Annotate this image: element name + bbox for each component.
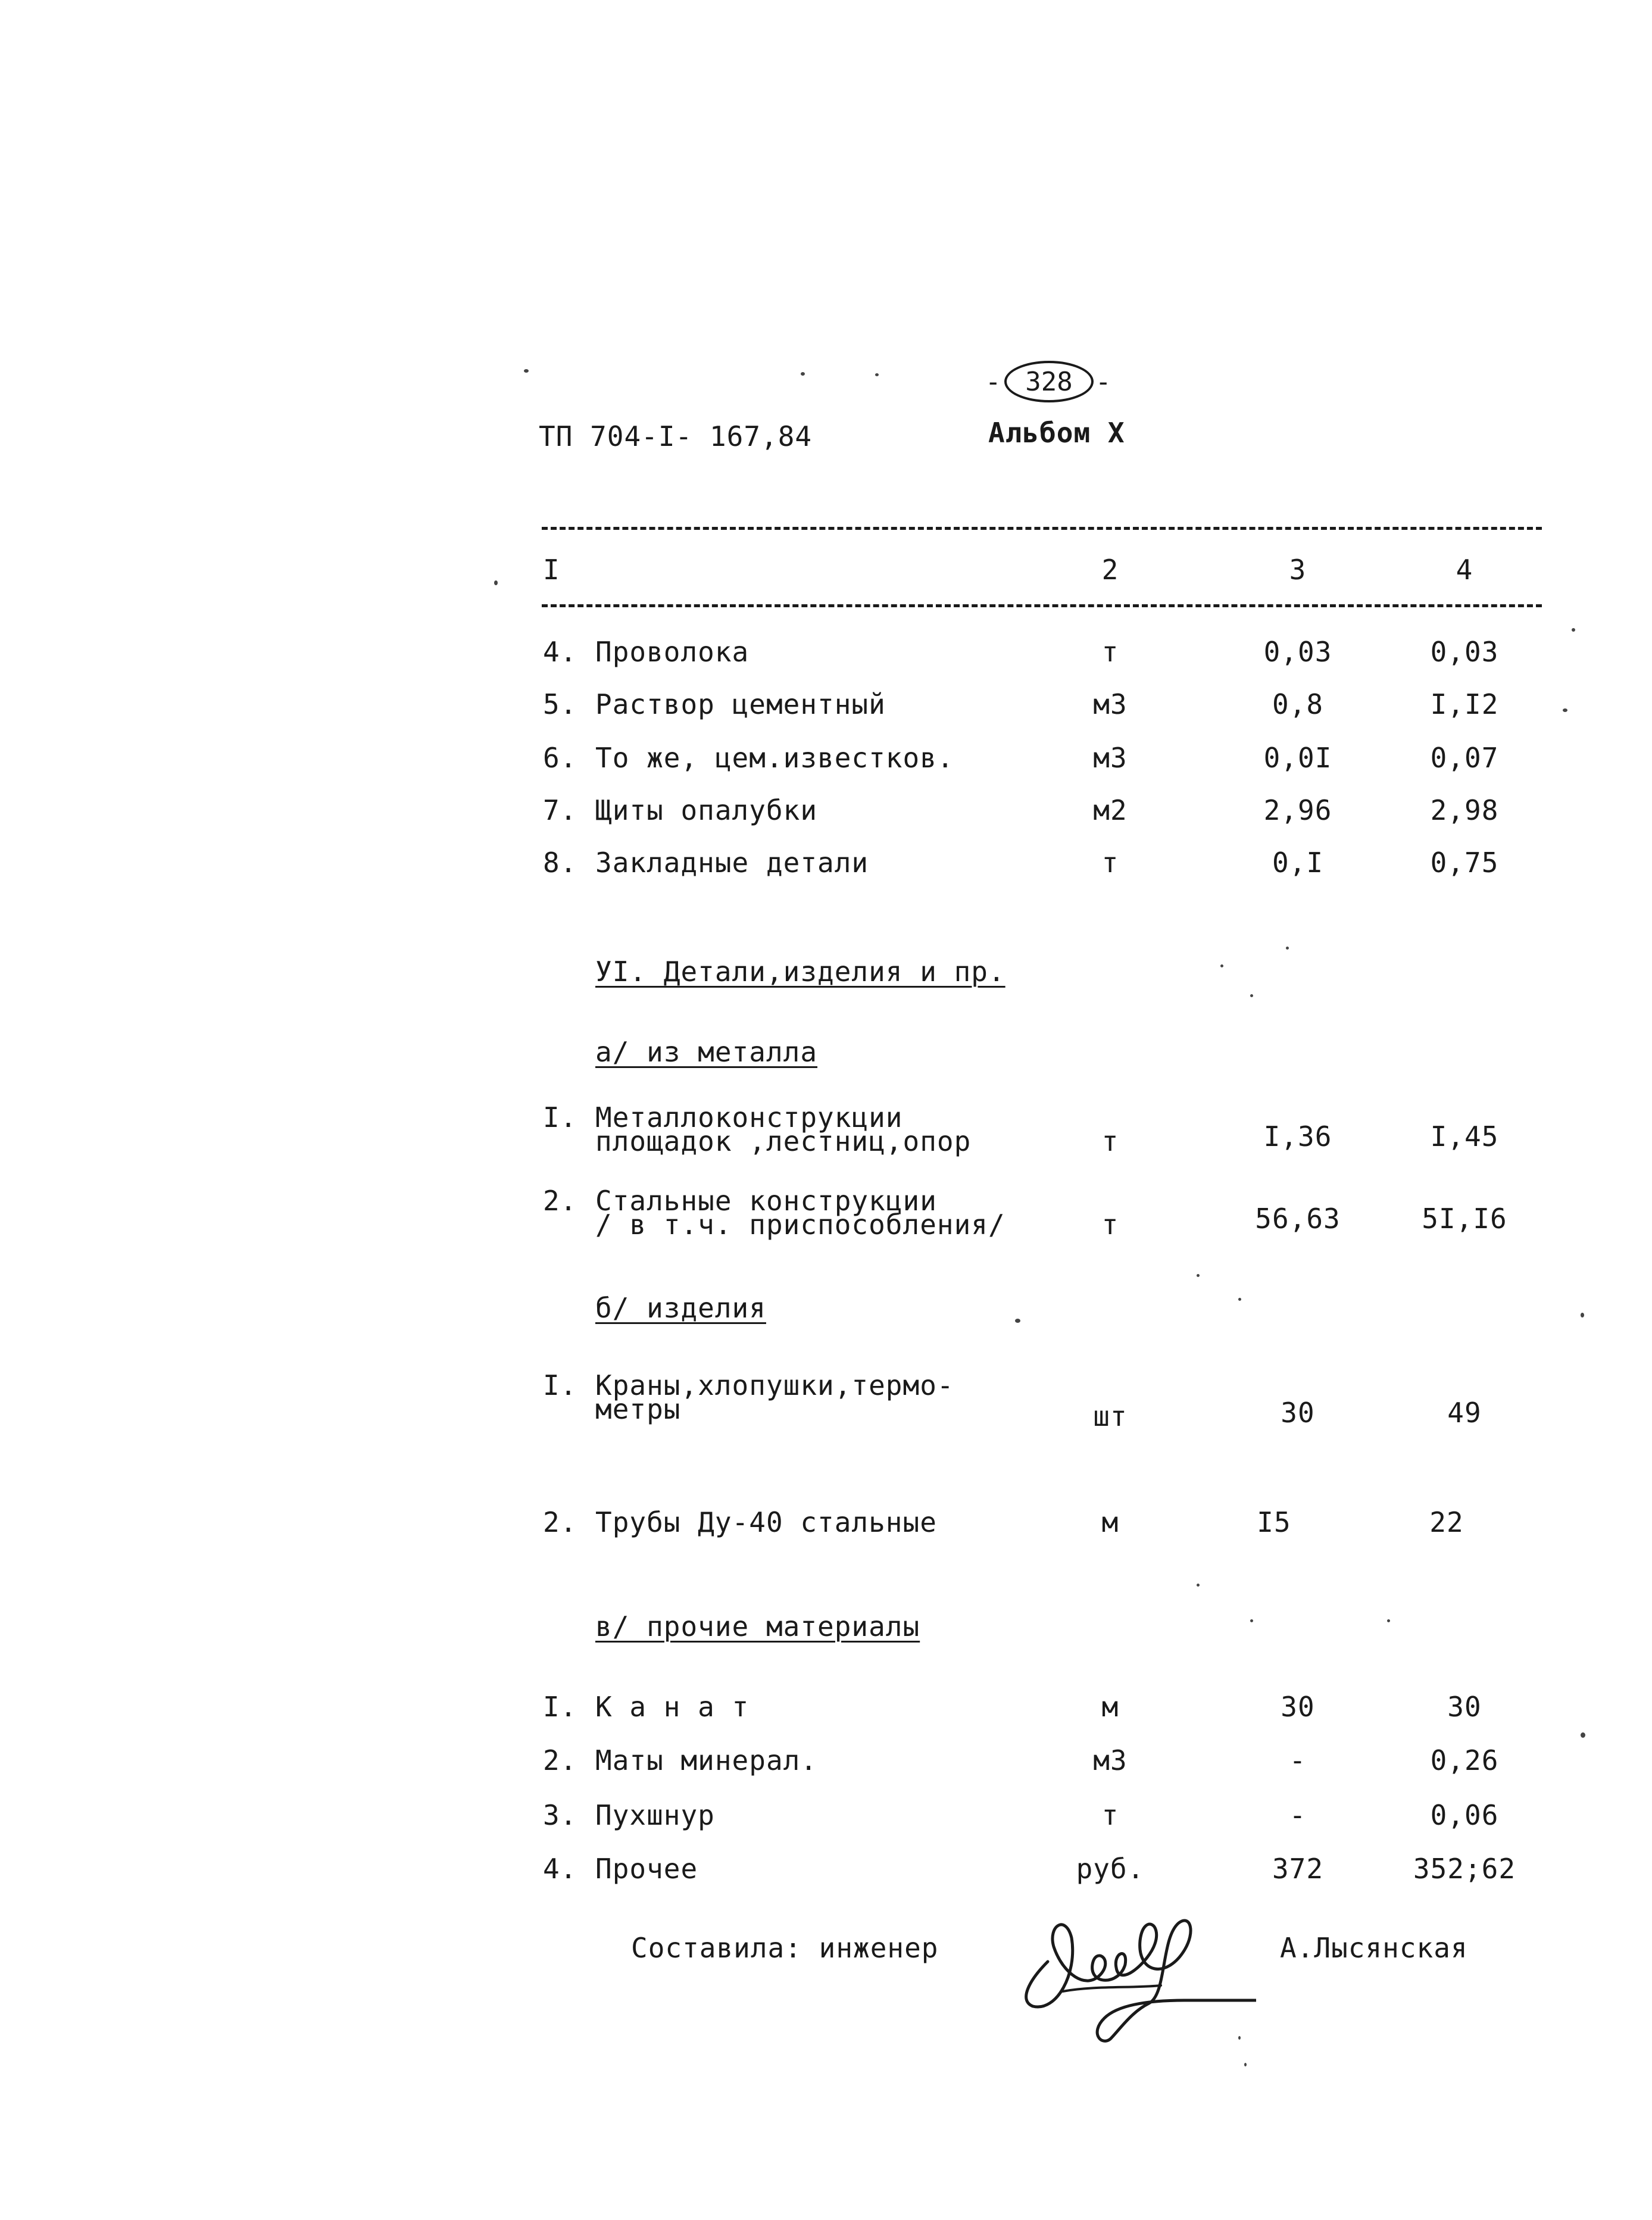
scan-speck <box>1250 994 1253 997</box>
row-number: 2. <box>543 1185 577 1217</box>
row-value-3: 2,96 <box>1263 794 1332 826</box>
row-number: 8. <box>543 847 577 879</box>
row-value-4: 0,26 <box>1430 1744 1499 1776</box>
row-value-4: 0,07 <box>1430 742 1499 774</box>
row-value-4: 2,98 <box>1430 794 1499 826</box>
row-value-4: 0,06 <box>1430 1799 1499 1831</box>
signature-image <box>1006 1890 1256 2045</box>
section-title: УІ. Детали,изделия и пр. <box>595 956 1005 988</box>
row-number: 2. <box>543 1744 577 1776</box>
row-name: Прочее <box>595 1853 698 1885</box>
row-name: Закладные детали <box>595 847 869 879</box>
row-number: 4. <box>543 1853 577 1885</box>
column-header-3: 3 <box>1289 554 1307 586</box>
row-name: К а н а т <box>595 1691 750 1723</box>
scan-speck <box>1563 708 1567 712</box>
scan-speck <box>1581 1732 1585 1738</box>
row-value-3: 0,8 <box>1272 688 1324 720</box>
doc-code: ТП 704-І- 167,84 <box>539 420 813 452</box>
row-number: 2. <box>543 1506 577 1538</box>
row-number: І. <box>543 1369 577 1401</box>
column-header-1: І <box>543 554 560 586</box>
row-name: Проволока <box>595 636 750 668</box>
compiled-by-label: Составила: инженер <box>631 1932 939 1964</box>
row-unit: м <box>1101 1691 1119 1723</box>
row-name: Трубы Ду-40 стальные <box>595 1506 937 1538</box>
page-number-value: 328 <box>1025 366 1073 397</box>
subsection-title: б/ изделия <box>595 1292 766 1324</box>
scan-speck <box>1250 1619 1253 1622</box>
row-unit: т <box>1101 1799 1119 1831</box>
scan-speck <box>1220 964 1223 967</box>
row-name-line-1: Металлоконструкции <box>595 1101 903 1134</box>
row-name-line-2: площадок ,лестниц,опор <box>595 1125 972 1157</box>
column-header-2: 2 <box>1101 554 1119 586</box>
scan-speck <box>1015 1319 1020 1323</box>
scan-speck <box>1238 2036 1241 2040</box>
row-name-line-2: / в т.ч. приспособления/ <box>595 1209 1005 1241</box>
table-row <box>0 1369 1652 1432</box>
row-value-3: 56,63 <box>1255 1203 1341 1235</box>
row-value-4: 0,03 <box>1430 636 1499 668</box>
row-value-3: 0,0І <box>1263 742 1332 774</box>
row-value-4: 5І,І6 <box>1422 1203 1507 1235</box>
scan-speck <box>1572 628 1575 632</box>
row-number: 6. <box>543 742 577 774</box>
row-unit: м <box>1101 1506 1119 1538</box>
row-unit: т <box>1101 636 1119 668</box>
row-unit: т <box>1101 1209 1119 1241</box>
row-value-4: 22 <box>1429 1506 1464 1538</box>
row-name: Раствор цементный <box>595 688 886 720</box>
row-value-4: І,І2 <box>1430 688 1499 720</box>
row-name-line-1: Краны,хлопушки,термо- <box>595 1369 954 1401</box>
row-number: І. <box>543 1101 577 1134</box>
row-number: 4. <box>543 636 577 668</box>
scan-speck <box>875 373 879 376</box>
row-name-line-2: метры <box>595 1393 681 1425</box>
scan-speck <box>1581 1313 1584 1317</box>
row-value-3: 30 <box>1281 1691 1315 1723</box>
row-unit: м3 <box>1093 1744 1128 1776</box>
row-value-4: 30 <box>1447 1691 1482 1723</box>
row-value-3: - <box>1289 1799 1307 1831</box>
table-rule-top <box>542 527 1542 530</box>
row-value-3: І,36 <box>1263 1120 1332 1153</box>
row-name: Пухшнур <box>595 1799 715 1831</box>
row-value-3: - <box>1289 1744 1307 1776</box>
row-value-4: 0,75 <box>1430 847 1499 879</box>
page-number-dash-right: - <box>1095 367 1111 397</box>
page-number-dash-left: - <box>985 367 1001 397</box>
album-label: Альбом Х <box>988 417 1125 449</box>
row-number: 3. <box>543 1799 577 1831</box>
row-unit: т <box>1101 847 1119 879</box>
signer-name: А.Лысянская <box>1280 1932 1468 1964</box>
subsection-title: в/ прочие материалы <box>595 1610 920 1643</box>
row-value-3: 372 <box>1272 1853 1324 1885</box>
scan-speck <box>494 580 498 585</box>
row-number: 5. <box>543 688 577 720</box>
table-rule-bottom <box>542 604 1542 607</box>
scan-speck <box>524 369 529 373</box>
row-name: Щиты опалубки <box>595 794 818 826</box>
row-value-4: 352;62 <box>1413 1853 1516 1885</box>
row-value-3: 0,І <box>1272 847 1324 879</box>
row-name: Маты минерал. <box>595 1744 818 1776</box>
scan-speck <box>1286 947 1289 950</box>
scan-speck <box>1197 1584 1200 1587</box>
table-row <box>0 1185 1652 1247</box>
row-value-3: І5 <box>1257 1506 1291 1538</box>
row-number: І. <box>543 1691 577 1723</box>
subsection-title: а/ из металла <box>595 1036 818 1068</box>
row-unit: руб. <box>1076 1853 1145 1885</box>
column-header-4: 4 <box>1456 554 1473 586</box>
row-name: То же, цем.известков. <box>595 742 954 774</box>
row-number: 7. <box>543 794 577 826</box>
page-number <box>985 361 1122 402</box>
row-unit: м3 <box>1093 688 1128 720</box>
scan-speck <box>1197 1274 1200 1277</box>
scan-speck <box>1387 1619 1390 1622</box>
row-unit: шт <box>1093 1400 1128 1432</box>
row-value-3: 30 <box>1281 1397 1315 1429</box>
row-unit: т <box>1101 1125 1119 1157</box>
table-row <box>0 1101 1652 1164</box>
scan-speck <box>1244 2063 1247 2066</box>
row-unit: м3 <box>1093 742 1128 774</box>
row-unit: м2 <box>1093 794 1128 826</box>
row-value-4: 49 <box>1447 1397 1482 1429</box>
scan-speck <box>801 372 805 376</box>
row-value-3: 0,03 <box>1263 636 1332 668</box>
scan-speck <box>1238 1298 1241 1301</box>
page-number-oval <box>1004 361 1094 402</box>
row-value-4: І,45 <box>1430 1120 1499 1153</box>
row-name-line-1: Стальные конструкции <box>595 1185 937 1217</box>
